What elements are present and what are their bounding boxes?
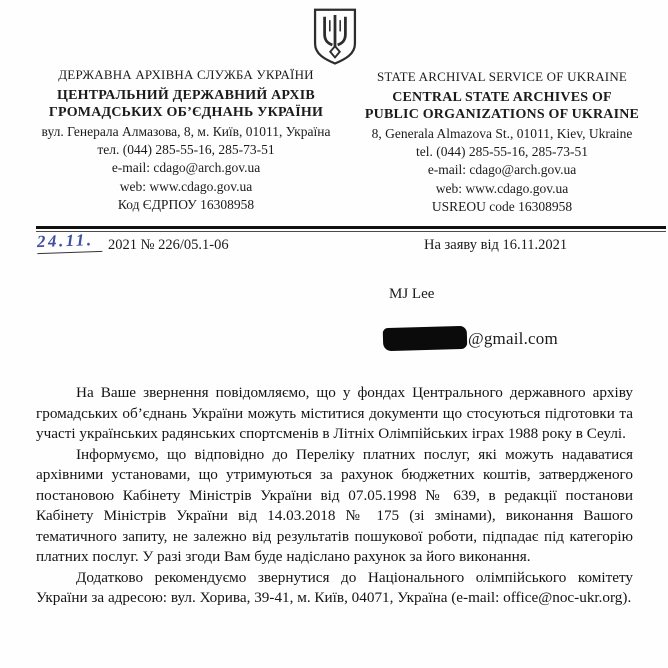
org-phone-en: tel. (044) 285-55-16, 285-73-51 xyxy=(415,144,589,160)
handwritten-date: 24.11. xyxy=(37,230,102,254)
body-paragraph-1: На Ваше звернення повідомляємо, що у фондах Центрального державного архіву громадських об’єднань України можуть міститися документи що стосуються підготовки та участі українських радянських спортсменів в Літніх Олімпійських іграх 1988 року в Сеулі. xyxy=(36,384,633,442)
org-name-ua-line2: ГРОМАДСЬКИХ ОБ’ЄДНАНЬ УКРАЇНИ xyxy=(48,105,324,120)
org-web-ua: web: www.cdago.gov.ua xyxy=(119,178,253,194)
letter-body xyxy=(36,383,633,609)
org-email-en: e-mail: cdago@arch.gov.ua xyxy=(427,162,577,178)
letterhead-ukrainian xyxy=(30,66,342,214)
org-parent-name-ua: ДЕРЖАВНА АРХІВНА СЛУЖБА УКРАЇНИ xyxy=(58,67,314,82)
org-name-ua-line1: ЦЕНТРАЛЬНИЙ ДЕРЖАВНИЙ АРХІВ xyxy=(57,88,315,103)
ukraine-trident-emblem xyxy=(309,4,361,71)
redaction-box xyxy=(383,326,468,351)
reply-to-reference: На заяву від 16.11.2021 xyxy=(424,237,568,253)
org-code-en: USREOU code 16308958 xyxy=(431,198,573,214)
letterhead-divider-line xyxy=(36,226,666,229)
org-address-ua: вул. Генерала Алмазова, 8, м. Київ, 01011, Україна xyxy=(41,124,331,139)
org-email-ua: e-mail: cdago@arch.gov.ua xyxy=(111,160,261,176)
org-name-en-line1: CENTRAL STATE ARCHIVES OF xyxy=(392,90,612,105)
body-paragraph-2: Інформуємо, що відповідно до Переліку платних послуг, які можуть надаватися архівними установами, що утримуються за рахунок бюджетних коштів, затвердженого постановою Кабінету Міністрів України від 07.05.1998 № 639, в редакції постанови Кабінету Міністрів України від 14.03.2018 № 175 (зі змінами), виконання Вашого тематичного запиту, не залежно від результатів пошукової роботи, підпадає під категорію платних послуг. У разі згоди Вам буде надіслано рахунок за його виконання. xyxy=(36,445,633,565)
body-paragraph-3: Додатково рекомендуємо звернутися до Національного олімпійського комітету України за адресою: вул. Хорива, 39-41, м. Київ, 04071, Україна (e-mail: office@noc-ukr.org). xyxy=(36,568,633,606)
org-web-en: web: www.cdago.gov.ua xyxy=(435,180,569,196)
org-code-ua: Код ЄДРПОУ 16308958 xyxy=(117,196,255,212)
outgoing-reference-number: 2021 № 226/05.1-06 xyxy=(108,237,229,253)
addressee-email-row xyxy=(383,327,558,350)
letterhead-english xyxy=(346,68,658,216)
addressee-email-domain: @gmail.com xyxy=(468,328,558,348)
org-parent-name-en: STATE ARCHIVAL SERVICE OF UKRAINE xyxy=(376,69,628,84)
org-name-en-line2: PUBLIC ORGANIZATIONS OF UKRAINE xyxy=(364,107,640,122)
org-address-en: 8, Generala Almazova St., 01011, Kiev, Ukraine xyxy=(371,126,633,141)
addressee-name: MJ Lee xyxy=(389,286,435,302)
org-phone-ua: тел. (044) 285-55-16, 285-73-51 xyxy=(97,142,275,158)
